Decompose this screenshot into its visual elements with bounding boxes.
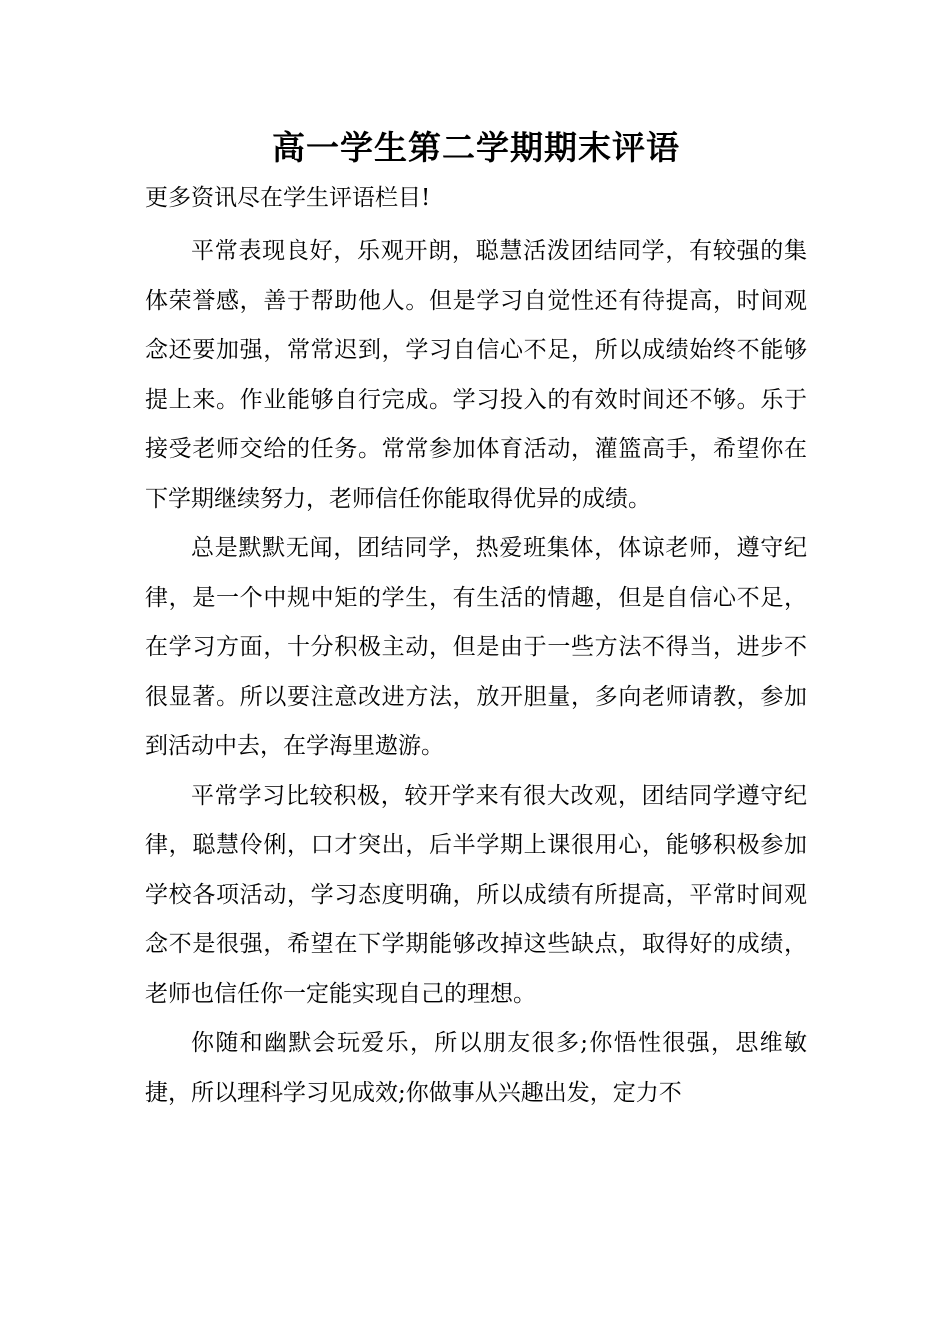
comment-paragraph-3: 平常学习比较积极，较开学来有很大改观，团结同学遵守纪律，聪慧伶俐，口才突出，后半学期上课很用心，能够积极参加学校各项活动，学习态度明确，所以成绩有所提高，平常时间观念不是很强，希望在下学期能够改掉这些缺点，取得好的成绩，老师也信任你一定能实现自己的理想。 [145, 782, 807, 1007]
comment-paragraph-1: 平常表现良好，乐观开朗，聪慧活泼团结同学，有较强的集体荣誉感，善于帮助他人。但是学习自觉性还有待提高，时间观念还要加强，常常迟到，学习自信心不足，所以成绩始终不能够提上来。作业能够自行完成。学习投入的有效时间还不够。乐于接受老师交给的任务。常常参加体育活动，灌篮高手，希望你在下学期继续努力，老师信任你能取得优异的成绩。 [145, 238, 807, 512]
document-title: 高一学生第二学期期末评语 [272, 128, 680, 167]
column-note: 更多资讯尽在学生评语栏目! [145, 185, 431, 211]
comment-paragraph-2: 总是默默无闻，团结同学，热爱班集体，体谅老师，遵守纪律，是一个中规中矩的学生，有生活的情趣，但是自信心不足，在学习方面，十分积极主动，但是由于一些方法不得当，进步不很显著。所以要注意改进方法，放开胆量，多向老师请教，参加到活动中去，在学海里遨游。 [145, 535, 807, 759]
comment-paragraph-4: 你随和幽默会玩爱乐，所以朋友很多;你悟性很强，思维敏捷，所以理科学习见成效;你做事从兴趣出发，定力不 [145, 1030, 807, 1106]
document-page [145, 118, 807, 1118]
